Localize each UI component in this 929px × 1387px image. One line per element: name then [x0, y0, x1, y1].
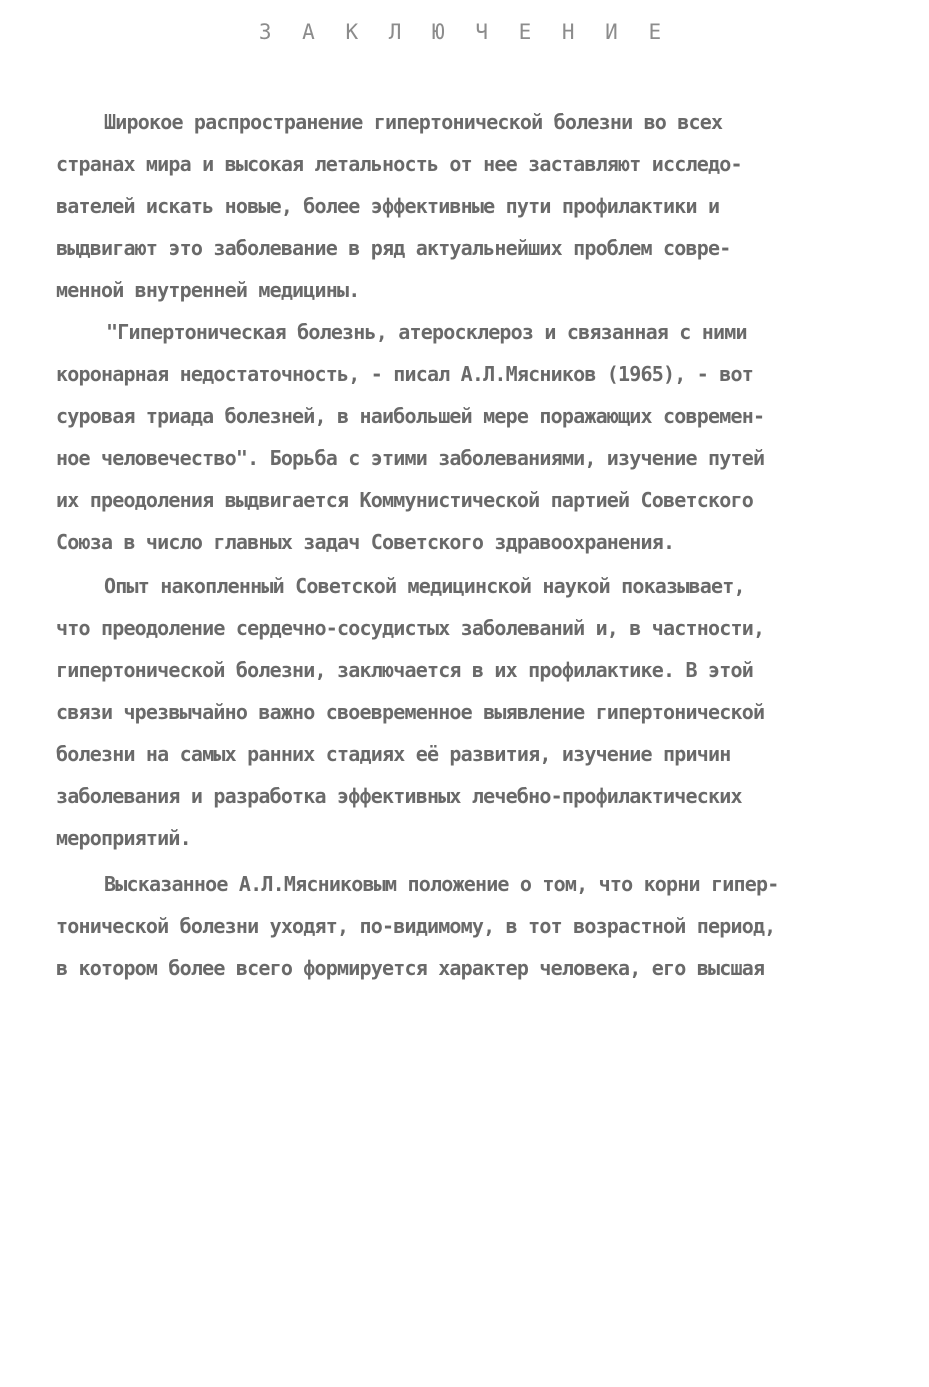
text-line: гипертонической болезни, заключается в их профилактике. В этой — [56, 658, 753, 682]
text-line: коронарная недостаточность, - писал А.Л.Мясников (1965), - вот — [56, 362, 753, 386]
text-line: что преодоление сердечно-сосудистых заболеваний и, в частности, — [56, 616, 765, 640]
text-line: болезни на самых ранних стадиях её развития, изучение причин — [56, 742, 731, 766]
text-line: ное человечество". Борьба с этими заболеваниями, изучение путей — [56, 446, 765, 470]
text-line: суровая триада болезней, в наибольшей мере поражающих современ- — [56, 404, 765, 428]
text-line: Широкое распространение гипертонической болезни во всех — [104, 110, 723, 134]
text-line: связи чрезвычайно важно своевременное выявление гипертонической — [56, 700, 765, 724]
text-line: заболевания и разработка эффективных лечебно-профилактических — [56, 784, 742, 808]
text-line: "Гипертоническая болезнь, атеросклероз и связанная с ними — [106, 320, 747, 344]
text-line: Высказанное А.Л.Мясниковым положение о том, что корни гипер- — [104, 872, 779, 896]
text-line: тонической болезни уходят, по-видимому, в тот возрастной период, — [56, 914, 776, 938]
text-line: их преодоления выдвигается Коммунистической партией Советского — [56, 488, 753, 512]
text-line: мероприятий. — [56, 826, 191, 850]
text-line: вателей искать новые, более эффективные пути профилактики и — [56, 194, 720, 218]
text-line: менной внутренней медицины. — [56, 278, 360, 302]
text-line: выдвигают это заболевание в ряд актуальнейших проблем совре- — [56, 236, 731, 260]
document-title: З А К Л Ю Ч Е Н И Е — [258, 20, 671, 44]
text-line: Опыт накопленный Советской медицинской наукой показывает, — [104, 574, 745, 598]
text-line: в котором более всего формируется характер человека, его высшая — [56, 956, 765, 980]
text-line: странах мира и высокая летальность от нее заставляют исследо- — [56, 152, 742, 176]
text-line: Союза в число главных задач Советского здравоохранения. — [56, 530, 675, 554]
